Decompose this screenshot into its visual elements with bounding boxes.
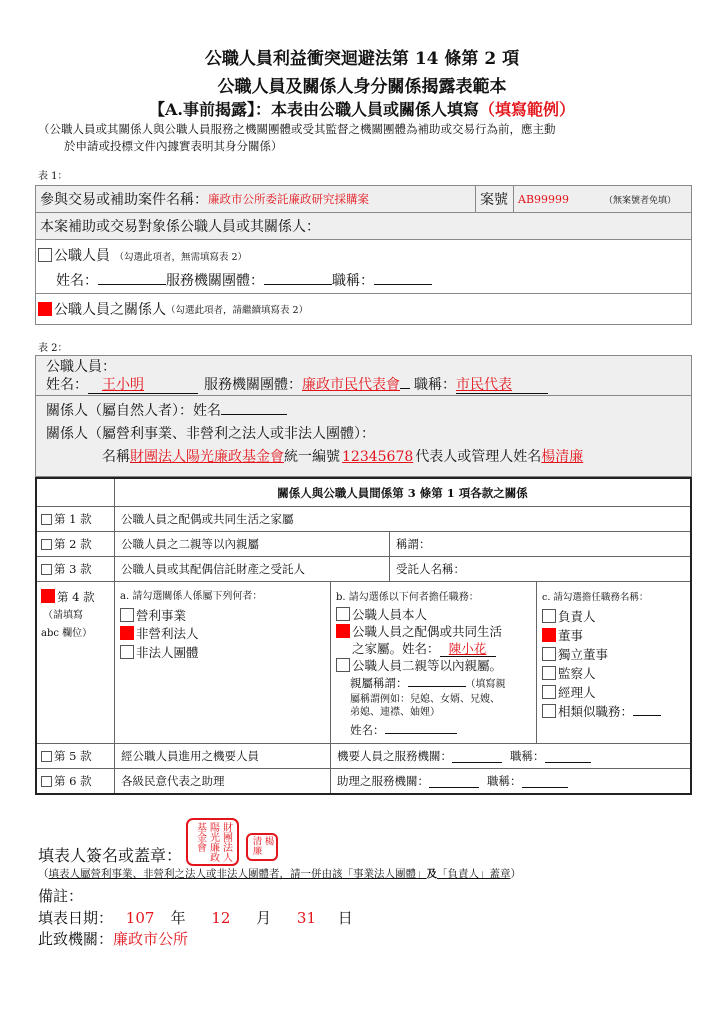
signature-label: 填表人簽名或蓋章：	[38, 846, 183, 865]
example-label: （填寫範例）	[478, 100, 575, 119]
col-c-title: c. 請勾選擔任職務名稱：	[542, 592, 649, 603]
col-b-relative-name-line	[336, 721, 457, 739]
trustee-field[interactable]: 受託人名稱：	[396, 562, 465, 576]
col-b-relative-name-field[interactable]	[385, 721, 457, 734]
col-c-checkbox-5[interactable]	[542, 685, 556, 699]
month-value[interactable]: 12	[211, 909, 231, 927]
document-subtitle: 公職人員及關係人身分關係揭露表範本	[217, 77, 507, 97]
clause-2-checkbox[interactable]	[41, 539, 52, 550]
year-unit: 年	[170, 909, 186, 927]
clause-cell	[37, 769, 115, 793]
related-section	[36, 396, 691, 476]
relationship-header: 關係人與公職人員間係第 3 條第 1 項各款之關係	[277, 485, 528, 500]
col-c-option-label: 董事	[558, 628, 584, 643]
related-option-note: （勾選此項者，請繼續填寫表 2）	[166, 305, 309, 316]
col-b-relation-line	[336, 674, 506, 693]
official-name-value: 王小明	[102, 377, 144, 393]
clause-6-checkbox[interactable]	[41, 776, 52, 787]
seal-column: 清廉	[250, 836, 262, 855]
intro-line-1: （公職人員或其關係人與公職人員服務之機關團體或受其監督之機關團體為補助或交易行為前，應主動	[38, 122, 556, 136]
official-option-label: 公職人員	[54, 248, 110, 264]
day-value[interactable]: 31	[296, 909, 317, 927]
assistant-title-label: 職稱：	[487, 774, 522, 788]
case-name-cell	[36, 186, 476, 212]
relationship-header-row	[37, 479, 690, 507]
clause-5-extra	[331, 744, 690, 768]
col-b-checkbox-3[interactable]	[336, 658, 350, 672]
col-b-option-3	[336, 657, 502, 674]
case-no-value[interactable]: AB99999	[518, 192, 570, 206]
col-c-option	[542, 683, 596, 702]
official-agency-value[interactable]: 廉政市民代表會	[302, 377, 400, 393]
col-b-spouse-name-label: 之家屬。姓名：	[352, 641, 440, 656]
note-and: 及	[426, 868, 437, 880]
table-row	[37, 744, 690, 769]
subject-row	[36, 213, 691, 240]
secretary-agency-field[interactable]	[452, 750, 502, 763]
table1	[35, 185, 692, 325]
official-option-note: （勾選此項者，無需填寫表 2）	[114, 252, 248, 263]
official-option-row	[36, 240, 691, 294]
col-a-checkbox-2[interactable]	[120, 626, 134, 640]
col-c-option	[542, 626, 583, 645]
clause-4-hint-1: （請填寫	[43, 609, 83, 621]
subject-label: 本案補助或交易對象係公職人員或其關係人：	[40, 219, 320, 235]
col-b-example-2: 弟媳、連襟、妯娌）	[350, 707, 440, 718]
representative-seal-stamp	[246, 833, 278, 861]
clause-4-col-b	[331, 582, 537, 743]
col-b-relation-hint: （填寫親	[465, 679, 506, 690]
col-c-option-label: 監察人	[558, 666, 596, 681]
seal-column: 楊	[262, 836, 274, 846]
col-c-option-label: 經理人	[558, 685, 596, 700]
note-paren-open: （	[38, 868, 49, 880]
assistant-agency-field[interactable]	[429, 775, 479, 788]
official-title-field[interactable]	[456, 378, 548, 394]
entity-id-label: 統一編號	[284, 449, 340, 465]
header-empty-cell	[37, 479, 115, 506]
official-agency-field[interactable]	[264, 272, 332, 285]
case-name-value[interactable]: 廉政市公所委託廉政研究採購案	[208, 192, 369, 206]
title-field[interactable]: 稱謂：	[396, 537, 431, 551]
col-c-checkbox-4[interactable]	[542, 666, 556, 680]
case-no-note: （無案號者免填）	[604, 195, 677, 206]
col-a-checkbox-3[interactable]	[120, 645, 134, 659]
table-row	[37, 507, 690, 532]
recipient-value[interactable]: 廉政市公所	[113, 930, 189, 948]
clause-cell	[37, 744, 115, 768]
clause-desc: 各級民意代表之助理	[115, 769, 331, 793]
representative-label: 代表人或管理人姓名	[415, 449, 542, 465]
month-unit: 月	[256, 909, 272, 927]
official-title-field[interactable]	[374, 272, 432, 285]
col-b-relative-name-label: 姓名：	[350, 723, 385, 737]
col-a-option	[120, 625, 199, 644]
col-b-spouse-name-field[interactable]	[440, 642, 496, 657]
official-name-field[interactable]	[98, 272, 166, 285]
secretary-title-label: 職稱：	[510, 749, 545, 763]
entity-id-value[interactable]: 12345678	[342, 449, 414, 465]
col-a-option	[120, 644, 199, 663]
col-c-checkbox-2[interactable]	[542, 628, 556, 642]
official-agency-blank	[400, 376, 410, 389]
remarks-label: 備註：	[38, 887, 84, 905]
col-c-option-label: 獨立董事	[558, 647, 609, 662]
official-title-value: 市民代表	[456, 377, 512, 393]
table-row	[37, 769, 690, 793]
col-c-checkbox-3[interactable]	[542, 647, 556, 661]
secretary-title-field[interactable]	[545, 750, 591, 763]
related-option	[36, 294, 691, 324]
official-option	[38, 245, 247, 265]
section-heading	[0, 97, 724, 120]
official-name-label: 姓名：	[46, 377, 88, 393]
clause-4-label-line	[41, 588, 95, 607]
case-name-row	[36, 186, 691, 213]
clause-5-checkbox[interactable]	[41, 751, 52, 762]
col-b-option-label: 公職人員二親等以內親屬。	[352, 658, 503, 673]
clause-3-checkbox[interactable]	[41, 564, 52, 575]
clause-4-row	[37, 582, 690, 744]
official-title-label: 職稱：	[332, 273, 374, 289]
note-paren-close: ）	[510, 868, 521, 880]
related-option-row	[36, 294, 691, 324]
related-option-label: 公職人員之關係人	[54, 302, 166, 318]
clause-4-col-a	[115, 582, 331, 743]
col-c-option	[542, 645, 608, 664]
representative-value[interactable]: 楊清廉	[541, 449, 584, 465]
col-b-option-1	[336, 606, 427, 623]
col-b-option-label: 公職人員本人	[352, 607, 428, 622]
official-agency-label: 服務機關團體：	[204, 377, 302, 393]
col-c-option	[542, 664, 596, 683]
clause-cell	[37, 582, 115, 743]
clause-6-extra	[331, 769, 690, 793]
col-a-option-label: 非營利法人	[136, 626, 199, 641]
official-info-line	[46, 376, 681, 394]
col-b-relation-label: 親屬稱謂：	[350, 676, 408, 690]
col-b-relation-field[interactable]	[408, 674, 466, 687]
assistant-agency-label: 助理之服務機關：	[337, 774, 429, 788]
col-a-option	[120, 607, 186, 626]
table2-label: 表 2：	[38, 343, 68, 354]
col-b-checkbox-2[interactable]	[336, 624, 350, 638]
clause-label: 第 2 款	[54, 537, 92, 551]
col-a-title: a. 請勾選關係人係屬下列何者：	[120, 591, 263, 602]
relationship-table	[35, 477, 692, 795]
secretary-agency-label: 機要人員之服務機關：	[337, 749, 452, 763]
seal-column: 陽光廉政	[207, 822, 219, 862]
recipient-label: 此致機關：	[38, 930, 114, 948]
col-c-option-label: 相類似職務：	[558, 704, 634, 719]
col-c-similar-field[interactable]	[633, 703, 661, 716]
col-a-checkbox-1[interactable]	[120, 608, 134, 622]
official-name-field[interactable]	[88, 378, 198, 394]
date-line	[38, 907, 353, 928]
official-title-label: 職稱：	[414, 377, 456, 393]
intro-line-2: 於申請或投標文件內據實表明其身分關係）	[64, 139, 283, 153]
clause-desc: 經公職人員進用之機要人員	[115, 744, 331, 768]
note-text-2: 「負責人」蓋章	[437, 868, 511, 880]
case-no-label: 案號	[476, 186, 514, 212]
col-c-option	[542, 702, 661, 721]
official-name-label: 姓名：	[56, 273, 98, 289]
day-unit: 日	[337, 909, 353, 927]
col-c-option	[542, 607, 596, 626]
entity-name-label: 名稱	[102, 449, 130, 465]
entity-name-value[interactable]: 財團法人陽光廉政基金會	[130, 449, 284, 465]
official-heading: 公職人員：	[46, 359, 116, 375]
legal-entity-line	[46, 446, 681, 469]
clause-4-hint-2: abc 欄位）	[41, 628, 93, 639]
seal-column: 財團法人	[220, 822, 232, 862]
case-no-cell	[514, 186, 691, 212]
col-b-example-1: 屬稱謂例如：兒媳、女婿、兄嫂、	[350, 694, 500, 705]
official-section	[36, 356, 691, 396]
recipient-line	[38, 928, 188, 949]
clause-cell	[37, 532, 115, 556]
intro-note	[38, 121, 698, 155]
clause-cell	[37, 557, 115, 581]
legal-entity-label: 關係人（屬營利事業、非營利之法人或非法人團體）：	[46, 426, 375, 442]
natural-person-line	[46, 400, 681, 423]
table-row	[37, 532, 690, 557]
signature-note	[38, 866, 521, 881]
clause-label: 第 4 款	[57, 590, 95, 604]
year-value[interactable]: 107	[125, 909, 155, 927]
clause-label: 第 1 款	[54, 512, 92, 526]
col-b-option-2-line2	[336, 640, 496, 657]
table1-label: 表 1：	[38, 171, 68, 182]
official-checkbox[interactable]	[38, 248, 52, 262]
table-row	[37, 557, 690, 582]
col-a-option-label: 營利事業	[136, 607, 187, 623]
clause-desc: 公職人員之二親等以內親屬	[115, 532, 390, 556]
clause-label: 第 6 款	[54, 774, 92, 788]
clause-4-checkbox[interactable]	[41, 589, 55, 603]
col-c-checkbox-1[interactable]	[542, 609, 556, 623]
entity-seal-stamp	[186, 818, 239, 866]
note-text: 填表人屬營利事業、非營利之法人或非法人團體者，請一併由該「事業法人團體」	[48, 868, 427, 880]
clause-label: 第 3 款	[54, 562, 92, 576]
natural-person-name-field[interactable]	[221, 402, 287, 415]
col-b-spouse-name-value: 陳小花	[448, 641, 487, 656]
case-name-label: 參與交易或補助案件名稱：	[40, 192, 208, 208]
date-label: 填表日期：	[38, 909, 114, 927]
col-b-checkbox-1[interactable]	[336, 607, 350, 621]
col-c-option-label: 負責人	[558, 609, 596, 624]
official-fields	[56, 270, 432, 290]
related-checkbox[interactable]	[38, 302, 52, 316]
official-agency-label: 服務機關團體：	[166, 273, 264, 289]
col-b-option-label: 公職人員之配偶或共同生活	[352, 624, 503, 639]
col-c-checkbox-6[interactable]	[542, 704, 556, 718]
clause-cell	[37, 507, 115, 531]
clause-4-col-c	[537, 582, 690, 743]
natural-person-label: 關係人（屬自然人者）：姓名	[46, 403, 221, 419]
clause-desc: 公職人員之配偶或共同生活之家屬	[121, 512, 294, 526]
clause-desc: 公職人員或其配偶信託財產之受託人	[115, 557, 390, 581]
clause-1-checkbox[interactable]	[41, 514, 52, 525]
seal-column: 基金會	[194, 822, 206, 852]
col-a-option-label: 非法人團體	[136, 644, 199, 660]
document-title: 公職人員利益衝突迴避法第 14 條第 2 項	[204, 49, 520, 69]
col-b-title: b. 請勾選係以下何者擔任職務：	[336, 592, 479, 603]
assistant-title-field[interactable]	[522, 775, 568, 788]
table2	[35, 355, 692, 477]
col-b-option-2	[336, 623, 502, 640]
clause-label: 第 5 款	[54, 749, 92, 763]
section-heading-text: 【A.事前揭露】：本表由公職人員或關係人填寫	[148, 100, 479, 119]
